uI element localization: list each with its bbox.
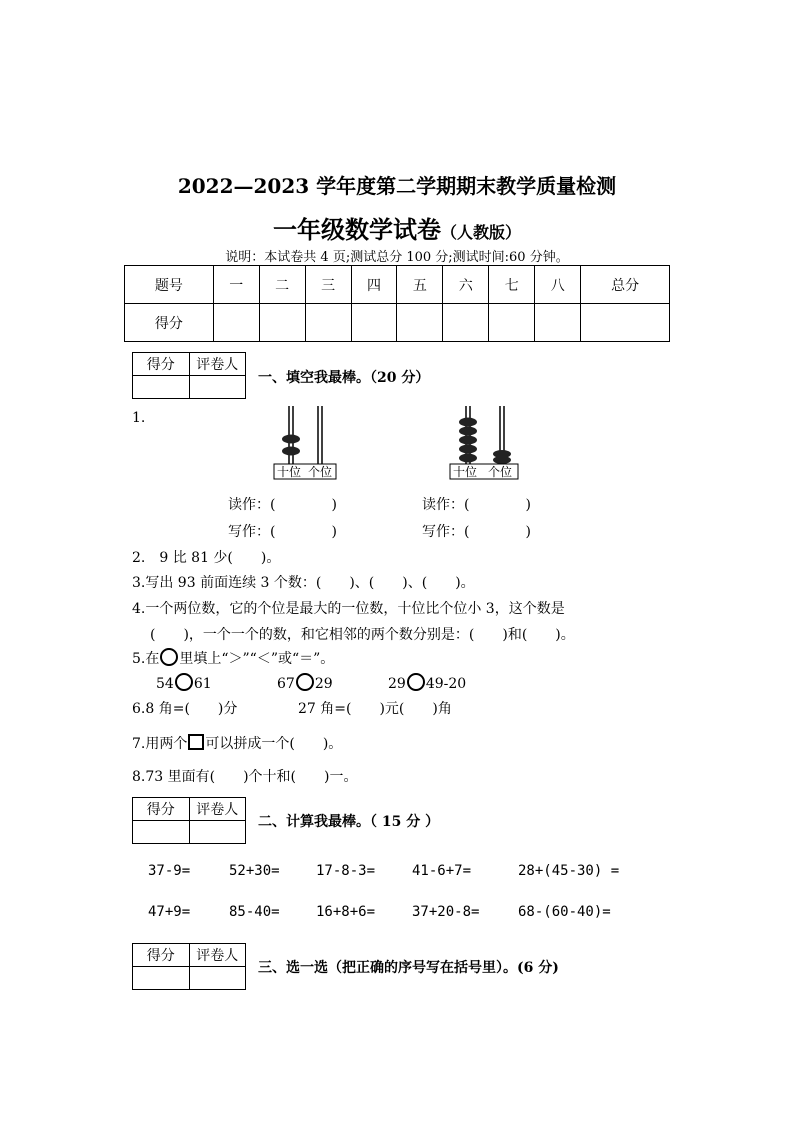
q2: 2. 9 比 81 少( )。 xyxy=(132,550,281,566)
exam-subtitle xyxy=(0,210,794,245)
calc-item[interactable]: 85-40= xyxy=(229,904,280,920)
section2-title: 二、计算我最棒。（ 15 分 ） xyxy=(258,814,440,830)
calc-item[interactable]: 16+8+6= xyxy=(316,904,376,920)
q1-number: 1. xyxy=(132,410,146,426)
header-cell: 三 xyxy=(305,266,351,304)
header-cell: 六 xyxy=(443,266,489,304)
score-cell[interactable] xyxy=(213,304,259,342)
bead xyxy=(459,436,477,445)
circle-icon[interactable] xyxy=(296,673,314,691)
q6-part-a: 6.8 角=( )分 xyxy=(132,701,238,717)
q6-part-b: 27 角=( )元( )角 xyxy=(298,701,452,717)
grader-name-label: 评卷人 xyxy=(189,353,246,376)
header-cell: 五 xyxy=(397,266,443,304)
calc-item[interactable]: 41-6+7= xyxy=(412,863,472,879)
score-cell[interactable] xyxy=(535,304,581,342)
section1-title: 一、填空我最棒。（20 分） xyxy=(258,370,430,386)
grader-score-label: 得分 xyxy=(133,798,190,821)
q5-left: 67 xyxy=(277,676,295,692)
score-cell[interactable] xyxy=(305,304,351,342)
score-table xyxy=(124,265,670,342)
grader-name-cell[interactable] xyxy=(189,967,246,990)
grader-score-cell[interactable] xyxy=(133,821,190,844)
q7-prefix: 7.用两个 xyxy=(132,736,188,752)
bead xyxy=(459,418,477,427)
bead xyxy=(282,435,300,444)
header-cell: 八 xyxy=(535,266,581,304)
calc-item[interactable]: 47+9= xyxy=(148,904,191,920)
score-cell[interactable] xyxy=(489,304,535,342)
q5-prefix: 5.在 xyxy=(132,651,160,667)
grader-name-label: 评卷人 xyxy=(189,944,246,967)
calc-item[interactable]: 17-8-3= xyxy=(316,863,376,879)
q4-line1: 4.一个两位数，它的个位是最大的一位数，十位比个位小 3，这个数是 xyxy=(132,601,565,617)
score-cell[interactable] xyxy=(581,304,670,342)
score-cell[interactable] xyxy=(351,304,397,342)
grader-name-cell[interactable] xyxy=(189,821,246,844)
grader-box-1 xyxy=(132,352,246,399)
grader-score-cell[interactable] xyxy=(133,967,190,990)
section3-title: 三、选一选（把正确的序号写在括号里）。(6 分) xyxy=(258,960,559,976)
score-cell[interactable] xyxy=(397,304,443,342)
score-cell[interactable] xyxy=(259,304,305,342)
exam-note: 说明：本试卷共 4 页;测试总分 100 分;测试时间:60 分钟。 xyxy=(225,250,569,265)
ones-label: 个位 xyxy=(308,465,333,479)
q1-read-1: 读作：( ) xyxy=(228,497,337,513)
header-cell: 一 xyxy=(213,266,259,304)
tens-label: 十位 xyxy=(453,465,478,479)
q5-left: 29 xyxy=(388,676,406,692)
grader-box-2 xyxy=(132,797,246,844)
circle-icon[interactable] xyxy=(407,673,425,691)
row-label: 得分 xyxy=(125,304,214,342)
q1-read-2: 读作：( ) xyxy=(422,497,531,513)
ones-label: 个位 xyxy=(488,465,513,479)
grader-score-label: 得分 xyxy=(133,353,190,376)
grader-score-label: 得分 xyxy=(133,944,190,967)
q5-suffix: 里填上“＞”“＜”或“＝”。 xyxy=(179,651,335,667)
circle-icon xyxy=(160,648,178,666)
grader-box-3 xyxy=(132,943,246,990)
q4-line2: ( )，一个一个的数，和它相邻的两个数分别是：( )和( )。 xyxy=(150,627,575,643)
q1-write-2: 写作：( ) xyxy=(422,524,531,540)
q5-right: 29 xyxy=(314,676,333,692)
q5-right: 49-20 xyxy=(425,676,467,692)
header-cell: 七 xyxy=(489,266,535,304)
circle-icon[interactable] xyxy=(175,673,193,691)
score-table-score-row xyxy=(125,304,670,342)
calc-item[interactable]: 37+20-8= xyxy=(412,904,480,920)
header-cell: 二 xyxy=(259,266,305,304)
tens-label: 十位 xyxy=(277,465,302,479)
calc-item[interactable]: 37-9= xyxy=(148,863,191,879)
q8: 8.73 里面有( )个十和( )一。 xyxy=(132,769,358,785)
q5-item-1 xyxy=(156,673,212,692)
q3: 3.写出 93 前面连续 3 个数：( )、( )、( )。 xyxy=(132,575,475,591)
bead xyxy=(459,445,477,454)
q5 xyxy=(132,648,334,668)
q7 xyxy=(132,733,342,753)
subtitle-edition: （人教版） xyxy=(440,223,521,242)
q7-suffix: 可以拼成一个( )。 xyxy=(205,736,343,752)
q5-item-2 xyxy=(277,673,333,692)
q5-left: 54 xyxy=(156,676,174,692)
grader-score-cell[interactable] xyxy=(133,376,190,399)
q5-right: 61 xyxy=(193,676,212,692)
score-table-header-row xyxy=(125,266,670,304)
q5-item-3 xyxy=(388,673,466,692)
header-cell: 题号 xyxy=(125,266,214,304)
exam-title: 2022—2023 学年度第二学期期末教学质量检测 xyxy=(177,174,617,198)
subtitle-main: 一年级数学试卷 xyxy=(272,215,441,244)
grader-name-label: 评卷人 xyxy=(189,798,246,821)
abacus-1 xyxy=(272,402,342,482)
abacus-2 xyxy=(448,402,523,482)
header-cell: 四 xyxy=(351,266,397,304)
bead xyxy=(493,456,511,464)
score-cell[interactable] xyxy=(443,304,489,342)
grader-name-cell[interactable] xyxy=(189,376,246,399)
calc-item[interactable]: 28+(45-30) = xyxy=(518,863,620,879)
bead xyxy=(459,454,477,463)
calc-item[interactable]: 68-(60-40)= xyxy=(518,904,611,920)
calc-item[interactable]: 52+30= xyxy=(229,863,280,879)
square-icon xyxy=(188,734,204,750)
bead xyxy=(282,447,300,456)
q1-write-1: 写作：( ) xyxy=(228,524,337,540)
bead xyxy=(459,427,477,436)
header-cell: 总分 xyxy=(581,266,670,304)
